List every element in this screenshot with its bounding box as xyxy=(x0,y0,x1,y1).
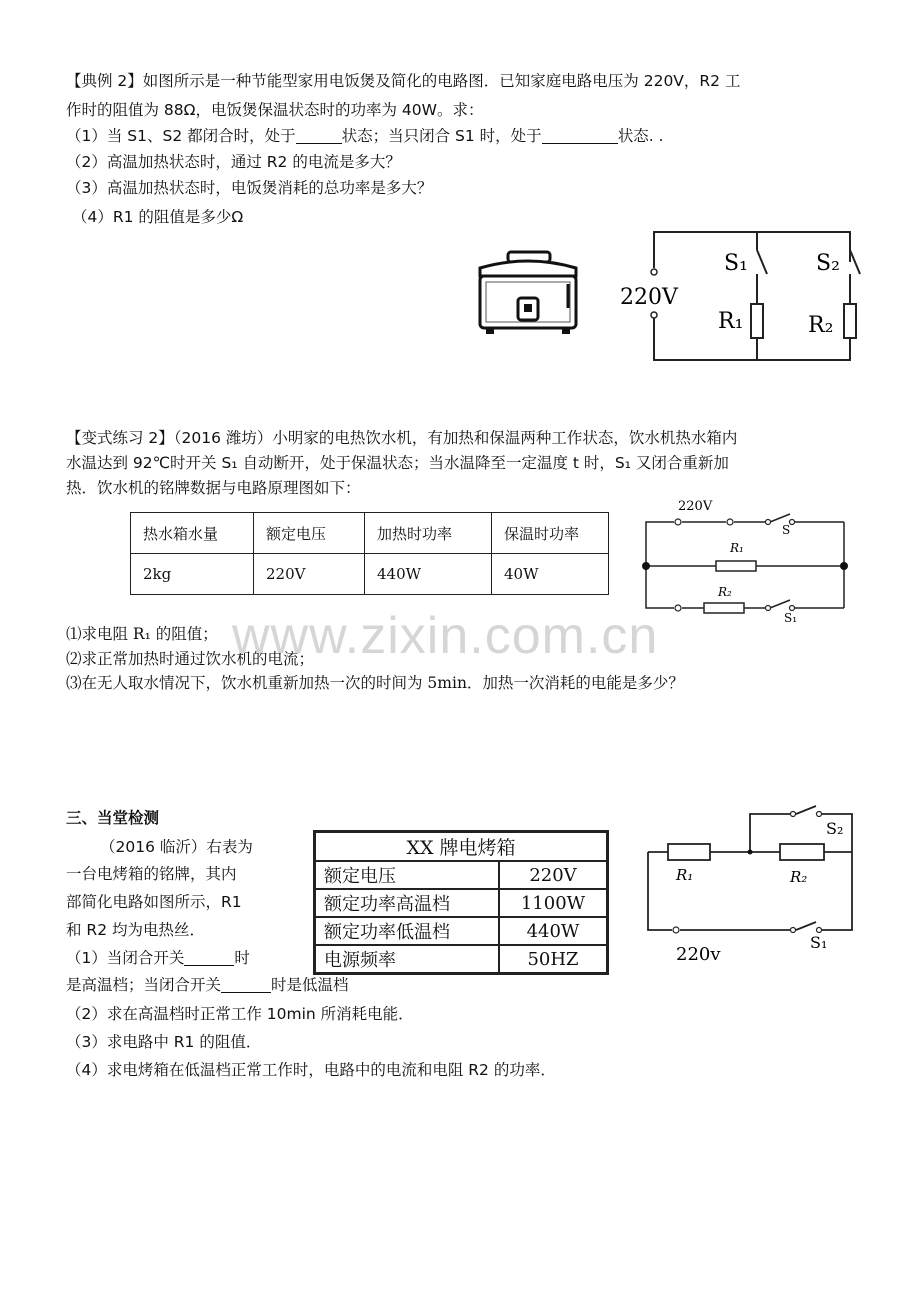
table-cell: 额定电压 xyxy=(315,861,500,889)
circuit-s2-label: S₂ xyxy=(816,251,840,276)
example2-question-2: （2）高温加热状态时，通过 R2 的电流是多大？ xyxy=(66,153,401,171)
table-row xyxy=(131,513,609,554)
circuit-r2-label: R₂ xyxy=(790,868,808,886)
oven-nameplate-table xyxy=(313,830,609,975)
example2-question-4: （4）R1 的阻值是多少Ω xyxy=(72,208,244,226)
circuit-r1-label: R₁ xyxy=(730,541,744,555)
table-row xyxy=(131,554,609,595)
circuit-s1-label: S₁ xyxy=(810,933,828,952)
rice-cooker-image xyxy=(472,248,584,338)
section3-para-line4: 和 R2 均为电热丝． xyxy=(66,921,205,939)
example2-circuit-diagram xyxy=(612,222,862,368)
answer-blank-2[interactable] xyxy=(542,127,618,144)
example2-question-3: （3）高温加热状态时，电饭煲消耗的总功率是多大？ xyxy=(66,179,433,197)
variant2-line3: 热．饮水机的铭牌数据与电路原理图如下： xyxy=(66,479,361,497)
circuit-voltage-label: 220V xyxy=(678,499,713,514)
circuit-r2-label: R₂ xyxy=(718,585,732,599)
table-header-cell: 保温时功率 xyxy=(492,513,609,554)
section3-question-3: （3）求电路中 R1 的阻值． xyxy=(66,1033,262,1051)
circuit-s1-label: S₁ xyxy=(784,611,798,625)
section3-question-1-part1: （1）当闭合开关 时 xyxy=(66,949,250,967)
example2-line2: 作时的阻值为 88Ω，电饭煲保温状态时的功率为 40W。求： xyxy=(66,101,484,119)
variant2-circuit-diagram xyxy=(634,494,864,628)
table-cell: 电源频率 xyxy=(315,945,500,974)
circuit-r2-label: R₂ xyxy=(808,313,834,338)
answer-blank-4[interactable] xyxy=(221,976,271,993)
table-row xyxy=(315,917,608,945)
section3-para-line3: 部简化电路如图所示，R1 xyxy=(66,893,242,911)
variant2-question-3: ⑶在无人取水情况下，饮水机重新加热一次的时间为 5min．加热一次消耗的电能是多少？ xyxy=(66,674,684,692)
section3-para-line2: 一台电烤箱的铭牌，其内 xyxy=(66,865,237,883)
oven-nameplate-title: XX 牌电烤箱 xyxy=(315,832,608,862)
section3-para-line1: （2016 临沂）右表为 xyxy=(100,838,253,856)
table-row xyxy=(315,889,608,917)
table-row xyxy=(315,945,608,974)
oven-circuit-diagram xyxy=(640,796,864,968)
circuit-r1-label: R₁ xyxy=(718,309,744,334)
answer-blank-1[interactable] xyxy=(296,127,342,144)
variant2-question-2: ⑵求正常加热时通过饮水机的电流； xyxy=(66,650,315,668)
answer-blank-3[interactable] xyxy=(184,949,234,966)
circuit-s2-label: S₂ xyxy=(826,819,844,838)
circuit-voltage-label: 220v xyxy=(676,944,721,965)
table-cell: 额定功率高温档 xyxy=(315,889,500,917)
variant2-line2: 水温达到 92℃时开关 S₁ 自动断开，处于保温状态；当水温降至一定温度 t 时，S₁ 又闭合重新加 xyxy=(66,454,729,472)
table-header-cell: 额定电压 xyxy=(254,513,365,554)
section3-heading: 三、当堂检测 xyxy=(66,809,160,827)
table-header-cell: 加热时功率 xyxy=(365,513,492,554)
section3-question-2: （2）求在高温档时正常工作 10min 所消耗电能． xyxy=(66,1005,414,1023)
section3-question-1-part2: 是高温档；当闭合开关 时是低温档 xyxy=(66,976,349,994)
table-header-cell: 热水箱水量 xyxy=(131,513,254,554)
table-row xyxy=(315,861,608,889)
table-cell: 440W xyxy=(499,917,608,945)
watermark: www.zixin.com.cn xyxy=(232,607,659,665)
water-dispenser-spec-table xyxy=(130,512,609,595)
table-cell: 440W xyxy=(365,554,492,595)
circuit-r1-label: R₁ xyxy=(676,866,694,884)
table-cell: 40W xyxy=(492,554,609,595)
variant2-question-1: ⑴求电阻 R₁ 的阻值； xyxy=(66,625,218,643)
circuit-s1-label: S₁ xyxy=(724,251,748,276)
variant2-line1: 【变式练习 2】（2016 潍坊）小明家的电热饮水机，有加热和保温两种工作状态，饮水机热水箱内 xyxy=(66,429,738,447)
table-cell: 220V xyxy=(499,861,608,889)
example2-question-1: （1）当 S1、S2 都闭合时，处于 状态；当只闭合 S1 时，处于 状态. . xyxy=(66,127,664,145)
example2-line1: 【典例 2】如图所示是一种节能型家用电饭煲及简化的电路图．已知家庭电路电压为 220V，R2 工 xyxy=(66,72,741,90)
table-row xyxy=(315,832,608,862)
table-cell: 1100W xyxy=(499,889,608,917)
table-cell: 220V xyxy=(254,554,365,595)
circuit-voltage-label: 220V xyxy=(620,285,678,310)
section3-question-4: （4）求电烤箱在低温档正常工作时，电路中的电流和电阻 R2 的功率． xyxy=(66,1061,556,1079)
table-cell: 50HZ xyxy=(499,945,608,974)
circuit-s-label: S xyxy=(782,523,791,537)
table-cell: 额定功率低温档 xyxy=(315,917,500,945)
table-cell: 2kg xyxy=(131,554,254,595)
